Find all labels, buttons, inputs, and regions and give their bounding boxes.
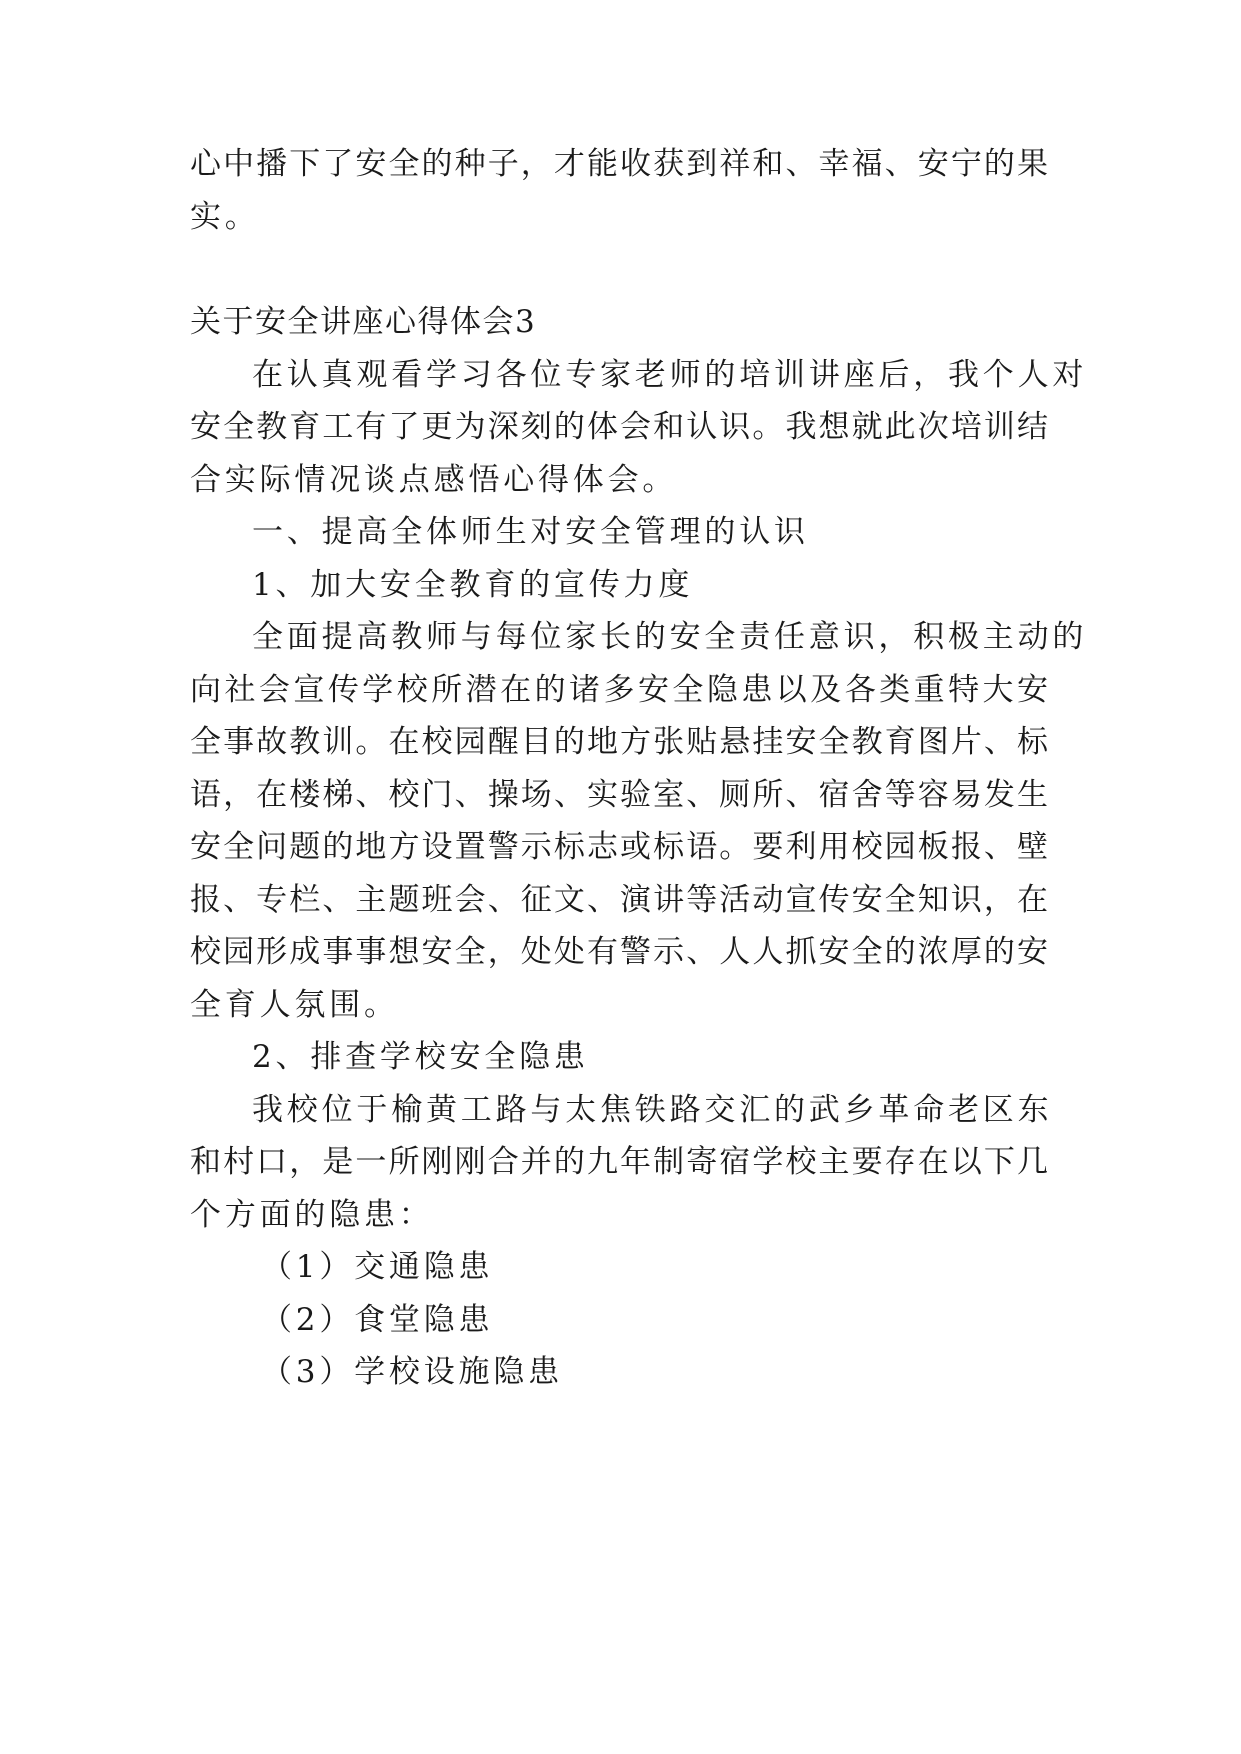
paragraph-line: 实。 <box>190 199 260 235</box>
paragraph-line: 在认真观看学习各位专家老师的培训讲座后，我个人对 <box>252 357 1088 393</box>
paragraph-line: 语，在楼梯、校门、操场、实验室、厕所、宿舍等容易发生 <box>190 777 1048 813</box>
subheading: 1、加大安全教育的宣传力度 <box>252 567 694 603</box>
paragraph-line: 全面提高教师与每位家长的安全责任意识，积极主动的 <box>252 619 1088 655</box>
list-item: （2）食堂隐患 <box>261 1302 494 1338</box>
subheading: 一、提高全体师生对安全管理的认识 <box>252 514 809 550</box>
paragraph-line: 安全问题的地方设置警示标志或标语。要利用校园板报、壁 <box>190 829 1048 865</box>
paragraph-line: 校园形成事事想安全，处处有警示、人人抓安全的浓厚的安 <box>190 934 1048 970</box>
paragraph-line: 和村口，是一所刚刚合并的九年制寄宿学校主要存在以下几 <box>190 1144 1048 1180</box>
paragraph-line: 全育人氛围。 <box>190 987 399 1023</box>
subheading: 2、排查学校安全隐患 <box>252 1039 589 1075</box>
paragraph-line: 全事故教训。在校园醒目的地方张贴悬挂安全教育图片、标 <box>190 724 1048 760</box>
section-heading: 关于安全讲座心得体会3 <box>190 304 537 340</box>
list-item: （1）交通隐患 <box>261 1249 494 1285</box>
paragraph-line: 心中播下了安全的种子，才能收获到祥和、幸福、安宁的果 <box>190 146 1048 182</box>
paragraph-line: 个方面的隐患： <box>190 1197 434 1233</box>
paragraph-line: 安全教育工有了更为深刻的体会和认识。我想就此次培训结 <box>190 409 1048 445</box>
list-item: （3）学校设施隐患 <box>261 1354 563 1390</box>
paragraph-line: 报、专栏、主题班会、征文、演讲等活动宣传安全知识，在 <box>190 882 1048 918</box>
paragraph-line: 合实际情况谈点感悟心得体会。 <box>190 462 678 498</box>
paragraph-line: 向社会宣传学校所潜在的诸多安全隐患以及各类重特大安 <box>190 672 1048 708</box>
paragraph-line: 我校位于榆黄工路与太焦铁路交汇的武乡革命老区东 <box>252 1092 1053 1128</box>
